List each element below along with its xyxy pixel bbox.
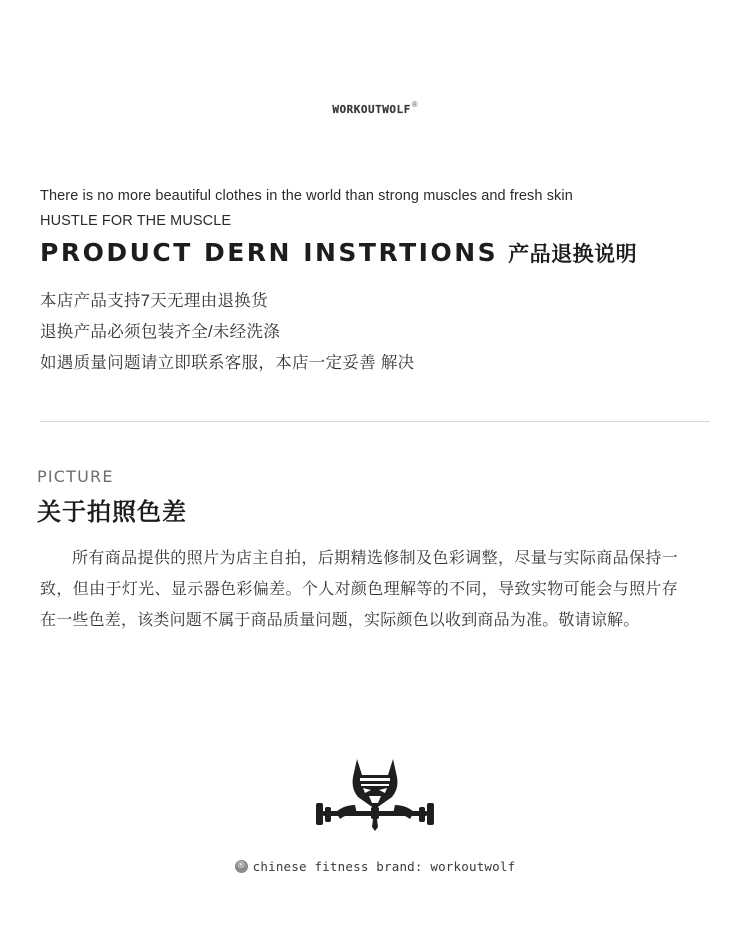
picture-section-body: 所有商品提供的照片为店主自拍，后期精选修制及色彩调整，尽量与实际商品保持一致，但由于灯光、显示器色彩偏差。个人对颜色理解等的不同，导致实物可能会与照片存在一些色差，该类问题不属于商品质量问题，实际颜色以收到商品为准。敬请谅解。 bbox=[40, 550, 678, 629]
footer-brand-text: chinese fitness brand: workoutwolf bbox=[252, 859, 516, 875]
picture-section-label: PICTURE bbox=[37, 467, 114, 486]
intro-line-1: There is no more beautiful clothes in the world than strong muscles and fresh skin bbox=[40, 188, 573, 204]
page-title-english: PRODUCT DERN INSTRTIONS bbox=[40, 238, 499, 267]
return-policy-list bbox=[40, 286, 710, 379]
list-item: 本店产品支持7天无理由退换货 bbox=[40, 292, 268, 310]
registered-badge-icon: ® bbox=[236, 861, 246, 872]
top-brand-logo bbox=[0, 100, 750, 118]
section-divider bbox=[40, 421, 710, 422]
page-title bbox=[40, 238, 710, 268]
picture-section-title: 关于拍照色差 bbox=[37, 499, 187, 526]
list-item: 如遇质量问题请立即联系客服，本店一定妥善 解决 bbox=[40, 354, 415, 372]
page-title-chinese: 产品退换说明 bbox=[508, 243, 638, 266]
list-item: 退换产品必须包装齐全/未经洗涤 bbox=[40, 323, 281, 341]
intro-block bbox=[40, 186, 710, 232]
intro-line-2: HUSTLE FOR THE MUSCLE bbox=[40, 213, 232, 229]
wolf-barbell-logo-icon bbox=[0, 755, 750, 840]
footer-brand bbox=[0, 858, 750, 876]
brand-wordmark: WORKOUTWOLF bbox=[332, 103, 411, 117]
registered-mark-icon: ® bbox=[411, 100, 418, 109]
